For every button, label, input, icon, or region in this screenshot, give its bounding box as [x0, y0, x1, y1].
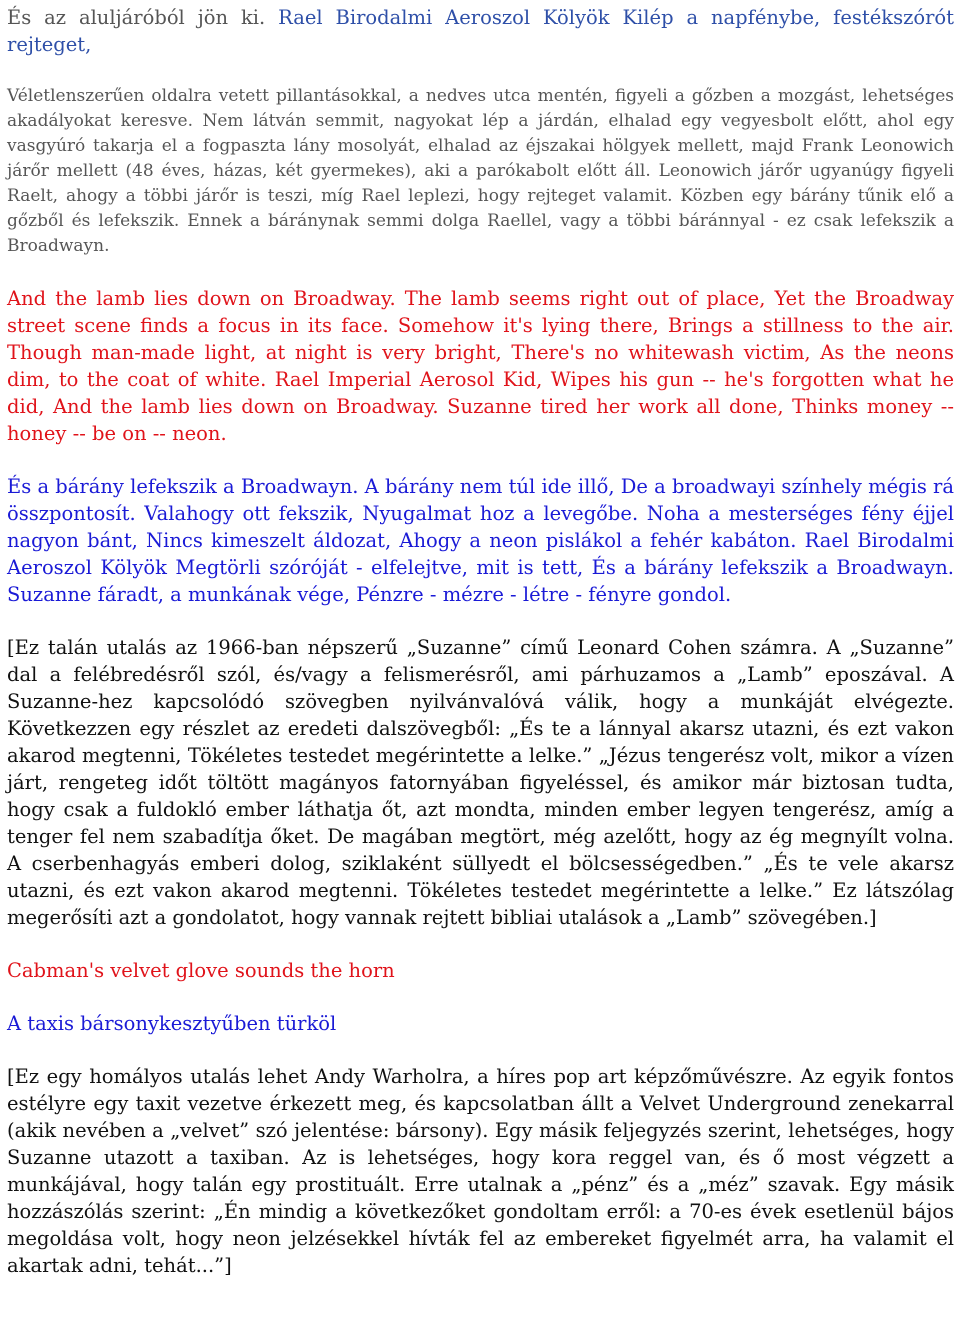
intro-part-1: És az aluljáróból jön ki.: [7, 6, 266, 29]
story-paragraph: Véletlenszerűen oldalra vetett pillantásokkal, a nedves utca mentén, figyeli a gőzben a mozgást, lehetséges akadályokat keresve. Nem látván semmit, nagyokat lép a járdán, elhalad egy vegyesbolt előtt, ahol egy vasgyúró takarja el a fogpaszta lány mosolyát, elhalad az éjszakai hölgyek mellett, majd Frank Leonowich járőr mellett (48 éves, házas, két gyermekes), aki a parókabolt előtt áll. Leonowich járőr ugyanúgy figyeli Raelt, ahogy a többi járőr is teszi, míg Rael leplezi, hogy rejteget valamit. Közben egy bárány tűnik elő a gőzből és lefekszik. Ennek a báránynak semmi dolga Raellel, vagy a többi báránnyal - ez csak lefekszik a Broadwayn.: [7, 86, 954, 256]
lyric-line-hungarian: A taxis bársonykesztyűben türköl: [7, 1012, 337, 1035]
intro-part-2: Rael Birodalmi Aeroszol Kölyök Kilép a napfénybe, festékszórót rejteget,: [7, 6, 954, 56]
commentary-warhol: [Ez egy homályos utalás lehet Andy Warholra, a híres pop art képzőművészre. Az egyik fontos estélyre egy taxit vezetve érkezett meg, és kapcsolatban állt a Velvet Underground zenekarral (akik nevében a „velvet” szó jelentése: bársony). Egy másik feljegyzés szerint, lehetséges, hogy Suzanne utazott a taxiban. Az is lehetséges, hogy kora reggel van, és ő most végzett a munkájával, hogy talán egy prostituált. Erre utalnak a „pénz” és a „méz” szavak. Egy másik hozzászólás szerint: „Én mindig a következőket gondoltam erről: a 70-es évek esetlenül bájos megoldása volt, hogy neon jelzésekkel hívták fel az embereket figyelmét arra, ha valamit el akartak adni, tehát...”]: [7, 1065, 954, 1277]
lyric-line-english: Cabman's velvet glove sounds the horn: [7, 959, 395, 982]
commentary-suzanne: [Ez talán utalás az 1966-ban népszerű „Suzanne” című Leonard Cohen számra. A „Suzanne” dal a felébredésről szól, és/vagy a felismerésről, ami párhuzamos a „Lamb” eposzával. A Suzanne-hez kapcsolódó szövegben nyilvánvalóvá válik, hogy a munkáját elvégezte. Következzen egy részlet az eredeti dalszövegből: „És te a lánnyal akarsz utazni, és ezt vakon akarod megtenni, Tökéletes testedet megérintette a lelke.” „Jézus tengerész volt, mikor a vízen járt, rengeteg időt töltött magányos fatornyában figyeléssel, és amikor már biztosan tudta, hogy csak a fuldokló ember láthatja őt, azt mondta, minden ember legyen tengerész, amíg a tenger fel nem szabadítja őket. De magában megtört, még azelőtt, hogy az ég megnyílt volna. A cserbenhagyás emberi dolog, sziklaként süllyedt el bölcsességedben.” „És te vele akarsz utazni, és ezt vakon akarod megtenni. Tökéletes testedet megérintette a lelke.” Ez látszólag megerősíti azt a gondolatot, hogy vannak rejtett bibliai utalások a „Lamb” szövegében.]: [7, 636, 954, 929]
intro-line: [7, 4, 954, 58]
lyrics-hungarian: És a bárány lefekszik a Broadwayn. A bárány nem túl ide illő, De a broadwayi színhely mégis rá összpontosít. Valahogy ott fekszik, Nyugalmat hoz a levegőbe. Noha a mesterséges fény éjjel nagyon bánt, Nincs kimeszelt áldozat, Ahogy a neon pislákol a fehér kabáton. Rael Birodalmi Aeroszol Kölyök Megtörli szóróját - elfelejtve, mit is tett, És a bárány lefekszik a Broadwayn. Suzanne fáradt, a munkának vége, Pénzre - mézre - létre - fényre gondol.: [7, 475, 954, 606]
lyrics-english: And the lamb lies down on Broadway. The lamb seems right out of place, Yet the Broadway street scene finds a focus in its face. Somehow it's lying there, Brings a stillness to the air. Though man-made light, at night is very bright, There's no whitewash victim, As the neons dim, to the coat of white. Rael Imperial Aerosol Kid, Wipes his gun -- he's forgotten what he did, And the lamb lies down on Broadway. Suzanne tired her work all done, Thinks money -- honey -- be on -- neon.: [7, 287, 954, 445]
